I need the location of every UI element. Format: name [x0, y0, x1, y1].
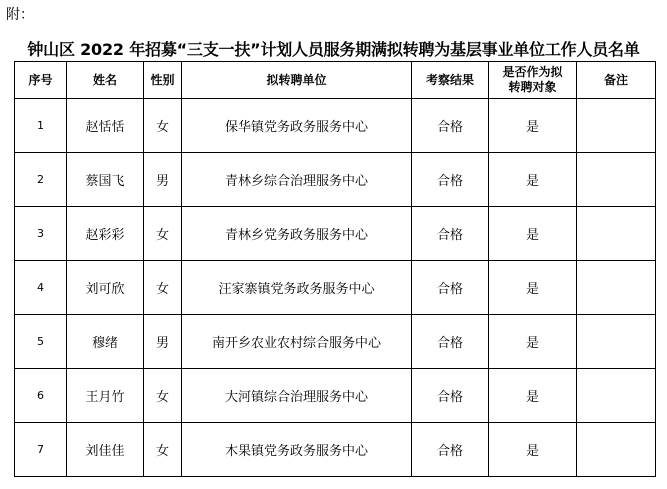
cell-remark: [577, 261, 656, 315]
cell-unit: 保华镇党务政务服务中心: [182, 99, 412, 153]
cell-convert: 是: [489, 423, 577, 477]
header-name: 姓名: [67, 62, 144, 99]
cell-convert: 是: [489, 207, 577, 261]
cell-gender: 男: [144, 153, 182, 207]
cell-unit: 青林乡综合治理服务中心: [182, 153, 412, 207]
cell-result: 合格: [412, 315, 489, 369]
cell-index: 4: [15, 261, 67, 315]
table-row: [15, 153, 656, 207]
table-row: [15, 369, 656, 423]
cell-remark: [577, 153, 656, 207]
attachment-label: 附：: [6, 7, 34, 23]
cell-index: 3: [15, 207, 67, 261]
header-remark: 备注: [577, 62, 656, 99]
document-title: 钟山区 2022 年招募“三支一扶”计划人员服务期满拟转聘为基层事业单位工作人员名单: [27, 40, 640, 59]
cell-gender: 男: [144, 315, 182, 369]
header-gender: 性别: [144, 62, 182, 99]
cell-remark: [577, 315, 656, 369]
cell-convert: 是: [489, 99, 577, 153]
cell-name: 王月竹: [67, 369, 144, 423]
personnel-table: [14, 61, 656, 477]
cell-gender: 女: [144, 261, 182, 315]
cell-name: 穆绪: [67, 315, 144, 369]
table-row: [15, 207, 656, 261]
cell-result: 合格: [412, 261, 489, 315]
cell-gender: 女: [144, 369, 182, 423]
cell-remark: [577, 423, 656, 477]
cell-unit: 木果镇党务政务服务中心: [182, 423, 412, 477]
cell-index: 2: [15, 153, 67, 207]
cell-result: 合格: [412, 369, 489, 423]
cell-name: 赵恬恬: [67, 99, 144, 153]
cell-remark: [577, 99, 656, 153]
header-index: 序号: [15, 62, 67, 99]
cell-result: 合格: [412, 99, 489, 153]
cell-remark: [577, 369, 656, 423]
cell-result: 合格: [412, 207, 489, 261]
header-convert-line2: 转聘对象: [508, 80, 557, 94]
header-convert: [489, 62, 577, 99]
table-row: [15, 99, 656, 153]
cell-result: 合格: [412, 423, 489, 477]
cell-remark: [577, 207, 656, 261]
cell-name: 刘可欣: [67, 261, 144, 315]
cell-index: 7: [15, 423, 67, 477]
cell-result: 合格: [412, 153, 489, 207]
cell-convert: 是: [489, 369, 577, 423]
cell-convert: 是: [489, 315, 577, 369]
header-result: 考察结果: [412, 62, 489, 99]
cell-index: 1: [15, 99, 67, 153]
cell-index: 5: [15, 315, 67, 369]
cell-name: 刘佳佳: [67, 423, 144, 477]
table-row: [15, 261, 656, 315]
cell-name: 赵彩彩: [67, 207, 144, 261]
cell-unit: 青林乡党务政务服务中心: [182, 207, 412, 261]
cell-unit: 大河镇综合治理服务中心: [182, 369, 412, 423]
cell-gender: 女: [144, 207, 182, 261]
table-row: [15, 423, 656, 477]
cell-unit: 南开乡农业农村综合服务中心: [182, 315, 412, 369]
cell-convert: 是: [489, 261, 577, 315]
cell-convert: 是: [489, 153, 577, 207]
cell-name: 蔡国飞: [67, 153, 144, 207]
cell-gender: 女: [144, 423, 182, 477]
header-unit: 拟转聘单位: [182, 62, 412, 99]
cell-index: 6: [15, 369, 67, 423]
cell-gender: 女: [144, 99, 182, 153]
cell-unit: 汪家寨镇党务政务服务中心: [182, 261, 412, 315]
table-header-row: [15, 62, 656, 99]
header-convert-line1: 是否作为拟: [502, 65, 563, 79]
table-row: [15, 315, 656, 369]
